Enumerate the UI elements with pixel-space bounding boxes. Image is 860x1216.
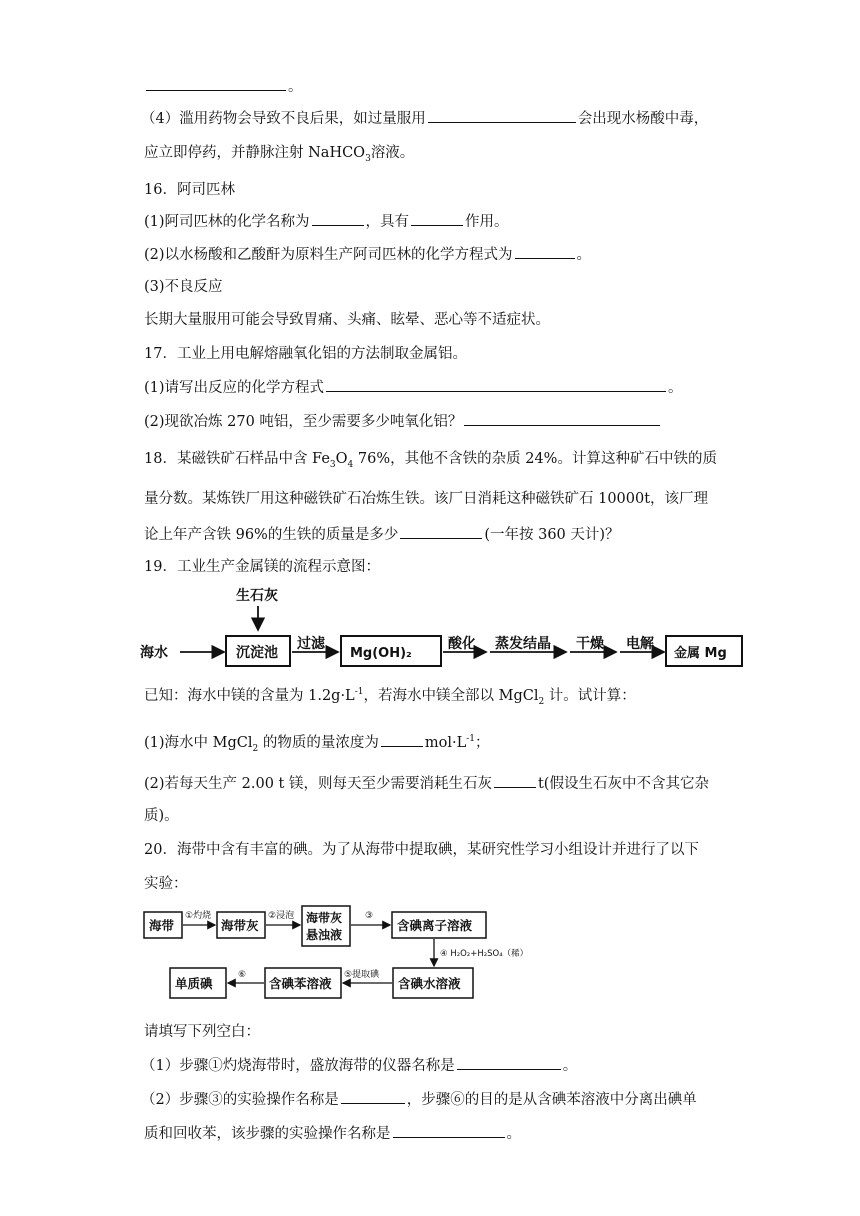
elemental-iodine-label: 单质碘: [175, 976, 213, 991]
q20-part2-line2: 质和回收苯，该步骤的实验操作名称是 。: [144, 1123, 521, 1144]
quicklime-label: 生石灰: [236, 588, 278, 604]
metal-label: 金属 Mg: [674, 646, 727, 661]
q18-line2: 量分数。某炼铁厂用这种磁铁矿石冶炼生铁。该厂日消耗这种磁铁矿石 10000t，该厂理: [144, 491, 709, 507]
iodine-water-label: 含碘水溶液: [398, 976, 461, 991]
q16-part1: (1)阿司匹林的化学名称为 ，具有 作用。: [144, 211, 509, 232]
step1-label: ①灼烧: [185, 911, 212, 921]
q20-line2: 实验：: [144, 876, 188, 892]
step2-label: ②浸泡: [268, 911, 295, 921]
answer-blank: [326, 377, 666, 392]
answer-blank: [393, 1123, 505, 1138]
step4-label: ④ H₂O₂+H₂SO₄（稀）: [440, 949, 529, 959]
q20-line1: 20．海带中含有丰富的碘。为了从海带中提取碘，某研究性学习小组设计并进行了以下: [144, 842, 699, 858]
answer-blank: [146, 76, 286, 91]
dry-label: 干燥: [576, 636, 604, 652]
q16-title: 16．阿司匹林: [144, 182, 235, 198]
q20-part1: （1）步骤①灼烧海带时，盛放海带的仪器名称是 。: [141, 1055, 577, 1076]
seawater-label: 海水: [140, 645, 168, 661]
q19-part1: (1)海水中 MgCl$_2$ 的物质的量浓度为 $mol\cdot L^{-1}$；: [144, 732, 490, 753]
answer-blank: [464, 411, 660, 426]
q17-part2: (2)现欲冶炼 270 吨铝，至少需要多少吨氧化铝？: [144, 411, 662, 432]
suspension-label-2: 悬浊液: [306, 928, 343, 942]
q16-part3: (3)不良反应: [144, 279, 223, 295]
answer-blank: [428, 108, 576, 123]
q15-part4: （4）滥用药物会导致不良后果，如过量服用 会出现水杨酸中毒，: [141, 108, 708, 129]
q19-given: 已知：海水中镁的含量为 $1.2g\cdot L^{-1}$，若海水中镁全部以 MgCl$_2$ 计。试计算：: [144, 687, 636, 707]
acidify-label: 酸化: [448, 636, 476, 652]
tank-label: 沉淀池: [236, 645, 278, 661]
q19-title: 19．工业生产金属镁的流程示意图：: [144, 559, 380, 575]
mgoh2-label: Mg(OH)₂: [350, 646, 412, 661]
iodine-benzene-label: 含碘苯溶液: [269, 976, 332, 991]
ash-label: 海带灰: [221, 918, 259, 933]
q15-answer-line: 。: [144, 76, 303, 97]
answer-blank: [411, 211, 463, 226]
answer-blank: [381, 732, 423, 747]
q17-part1: (1)请写出反应的化学方程式 。: [144, 377, 683, 398]
q15-part4-line2: 应立即停药，并静脉注射 NaHCO$_3$溶液。: [144, 145, 415, 164]
answer-blank: [494, 773, 536, 788]
step5-label: ⑤提取碘: [344, 970, 380, 980]
q18-line3: 论上年产含铁 96%的生铁的质量是多少 (一年按 360 天计)？: [144, 524, 620, 545]
q20-fill-instruction: 请填写下列空白：: [144, 1024, 260, 1040]
answer-blank: [341, 1089, 405, 1104]
q19-part2-line2: 质)。: [144, 808, 179, 824]
q16-part3-text: 长期大量服用可能会导致胃痛、头痛、眩晕、恶心等不适症状。: [144, 312, 550, 328]
magnesium-flow-diagram: [0, 586, 860, 686]
suspension-label-1: 海带灰: [306, 911, 343, 925]
q20-part2: （2）步骤③的实验操作名称是 ，步骤⑥的目的是从含碘苯溶液中分离出碘单: [141, 1089, 697, 1110]
q18-line1: 18．某磁铁矿石样品中含 $Fe_3O_4$ 76%，其他不含铁的杂质 24%。计算这种矿石中铁的质: [144, 451, 717, 470]
q19-part2: (2)若每天生产 2.00 t 镁，则每天至少需要消耗生石灰 t(假设生石灰中不含其它杂: [144, 773, 709, 794]
step6-label: ⑥: [238, 970, 247, 980]
evaporate-label: 蒸发结晶: [495, 636, 551, 652]
filter-label: 过滤: [297, 636, 325, 652]
answer-blank: [515, 244, 575, 259]
q16-part2: (2)以水杨酸和乙酸酐为原料生产阿司匹林的化学方程式为 。: [144, 244, 591, 265]
q17-title: 17．工业上用电解熔融氧化铝的方法制取金属铝。: [144, 346, 467, 362]
electrolysis-label: 电解: [626, 636, 654, 652]
step3-label: ③: [365, 911, 374, 921]
answer-blank: [400, 524, 482, 539]
iodine-flow-diagram: [0, 902, 860, 1010]
iodide-solution-label: 含碘离子溶液: [397, 918, 473, 933]
answer-blank: [312, 211, 364, 226]
answer-blank: [457, 1055, 561, 1070]
kelp-label: 海带: [149, 918, 175, 933]
